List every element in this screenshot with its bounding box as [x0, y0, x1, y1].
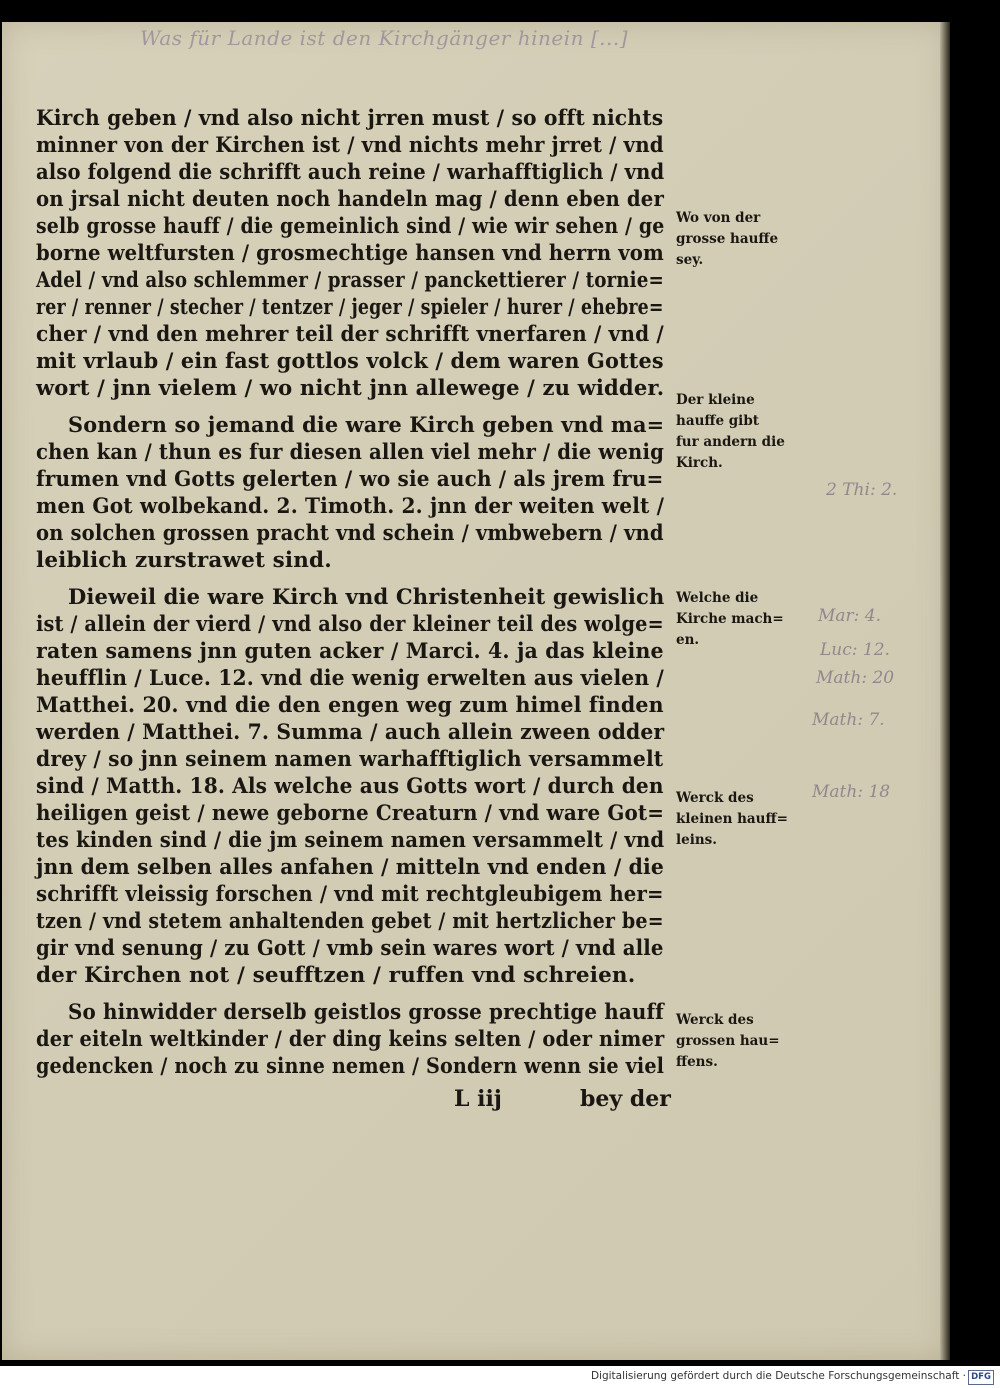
- margin-note-line: grossen hau=: [676, 1033, 780, 1049]
- body-line: Adel / vnd also schlemmer / prasser / panckettierer / tornie=: [36, 268, 664, 293]
- body-line: mit vrlaub / ein fast gottlos volck / dem waren Gottes: [36, 349, 664, 374]
- handwritten-reference: Luc: 12.: [820, 640, 890, 660]
- body-line: heiligen geist / newe geborne Creaturn / vnd ware Got=: [36, 801, 665, 826]
- margin-note: [676, 1010, 796, 1073]
- body-line: gir vnd senung / zu Gott / vmb sein wares wort / vnd alle: [36, 936, 664, 961]
- body-line: men Got wolbekand. 2. Timoth. 2. jnn der weiten welt /: [36, 494, 665, 519]
- margin-note-line: Kirch.: [676, 455, 723, 471]
- handwritten-header-note: Was für Lande ist den Kirchgänger hinein [...]: [140, 26, 629, 50]
- body-line: ist / allein der vierd / vnd also der kleiner teil des wolge=: [36, 612, 664, 637]
- body-line: selb grosse hauff / die gemeinlich sind / wie wir sehen / ge: [36, 214, 665, 239]
- margin-note-line: sey.: [676, 252, 704, 268]
- margin-note-line: Welche die: [676, 590, 759, 606]
- body-line: Kirch geben / vnd also nicht jrren must / so offt nichts: [36, 106, 664, 131]
- body-line: werden / Matthei. 7. Summa / auch allein zween odder: [36, 720, 665, 745]
- margin-note-line: ffens.: [676, 1054, 718, 1070]
- body-line: rer / renner / stecher / tentzer / jeger / spieler / hurer / ehebre=: [36, 295, 664, 320]
- margin-note-line: Wo von der: [676, 210, 761, 226]
- body-line: on jrsal nicht deuten noch handeln mag / denn eben der: [36, 187, 664, 212]
- margin-note-line: Werck des: [676, 1012, 754, 1028]
- signature-mark: L iij: [454, 1086, 502, 1112]
- page-gutter: [940, 22, 950, 1360]
- body-line: Sondern so jemand die ware Kirch geben vnd ma=: [68, 413, 665, 438]
- body-line: schrifft vleissig forschen / vnd mit rechtgleubigem her=: [36, 882, 664, 907]
- margin-note-line: hauffe gibt: [676, 413, 759, 429]
- margin-note-line: Der kleine: [676, 392, 755, 408]
- handwritten-reference: Mar: 4.: [818, 606, 882, 626]
- body-line: Matthei. 20. vnd die den engen weg zum himel finden: [36, 693, 664, 718]
- handwritten-reference: 2 Thi: 2.: [826, 480, 898, 500]
- margin-note-line: Werck des: [676, 790, 754, 806]
- body-line: wort / jnn vielem / wo nicht jnn allewege / zu widder.: [36, 376, 665, 401]
- body-line: der eiteln weltkinder / der ding keins selten / oder nimer: [36, 1027, 665, 1052]
- body-line: der Kirchen not / seufftzen / ruffen vnd schreien.: [36, 963, 636, 988]
- funding-credit: Digitalisierung gefördert durch die Deutsche Forschungsgemeinschaft ·: [590, 1370, 966, 1382]
- body-line: borne weltfursten / grosmechtige hansen vnd herrn vom: [36, 241, 664, 266]
- margin-note-line: Kirche mach=: [676, 611, 784, 627]
- body-line: tes kinden sind / die jm seinem namen versammelt / vnd: [36, 828, 665, 853]
- body-line: frumen vnd Gotts gelerten / wo sie auch / als jrem fru=: [36, 467, 664, 492]
- body-line: jnn dem selben alles anfahen / mitteln vnd enden / die: [36, 855, 664, 880]
- body-line: So hinwidder derselb geistlos grosse prechtige hauff: [68, 1000, 664, 1025]
- margin-note: [676, 390, 796, 474]
- margin-note: [676, 588, 796, 651]
- body-line: heufflin / Luce. 12. vnd die wenig erwelten aus vielen /: [36, 666, 664, 691]
- footer-bar: [0, 1366, 1000, 1388]
- margin-note-line: fur andern die: [676, 434, 785, 450]
- body-line: gedencken / noch zu sinne nemen / Sondern wenn sie viel: [36, 1054, 665, 1079]
- dfg-logo: DFG: [968, 1370, 994, 1385]
- handwritten-reference: Math: 18: [812, 782, 891, 802]
- body-line: chen kan / thun es fur diesen allen viel mehr / die wenig: [36, 440, 664, 465]
- body-line: tzen / vnd stetem anhaltenden gebet / mit hertzlicher be=: [36, 909, 664, 934]
- body-line: raten samens jnn guten acker / Marci. 4. ja das kleine: [36, 639, 664, 664]
- margin-note-line: kleinen hauff=: [676, 811, 788, 827]
- body-line: sind / Matth. 18. Als welche aus Gotts wort / durch den: [36, 774, 664, 799]
- catchword: bey der: [580, 1086, 671, 1112]
- body-line: on solchen grossen pracht vnd schein / vmbwebern / vnd: [36, 521, 664, 546]
- body-line: minner von der Kirchen ist / vnd nichts mehr jrret / vnd: [36, 133, 664, 158]
- body-line: drey / so jnn seinem namen warhafftiglich versammelt: [36, 747, 664, 772]
- body-line: cher / vnd den mehrer teil der schrifft vnerfaren / vnd /: [36, 322, 664, 347]
- margin-note-line: en.: [676, 632, 700, 648]
- body-line: leiblich zurstrawet sind.: [36, 548, 332, 573]
- margin-note: [676, 208, 796, 271]
- handwritten-reference: Math: 20: [816, 668, 895, 688]
- margin-note-line: grosse hauffe: [676, 231, 779, 247]
- margin-note: [676, 788, 796, 851]
- body-line: also folgend die schrifft auch reine / warhafftiglich / vnd: [36, 160, 665, 185]
- margin-note-line: leins.: [676, 832, 717, 848]
- body-line: Dieweil die ware Kirch vnd Christenheit gewislich: [68, 585, 665, 610]
- handwritten-reference: Math: 7.: [812, 710, 885, 730]
